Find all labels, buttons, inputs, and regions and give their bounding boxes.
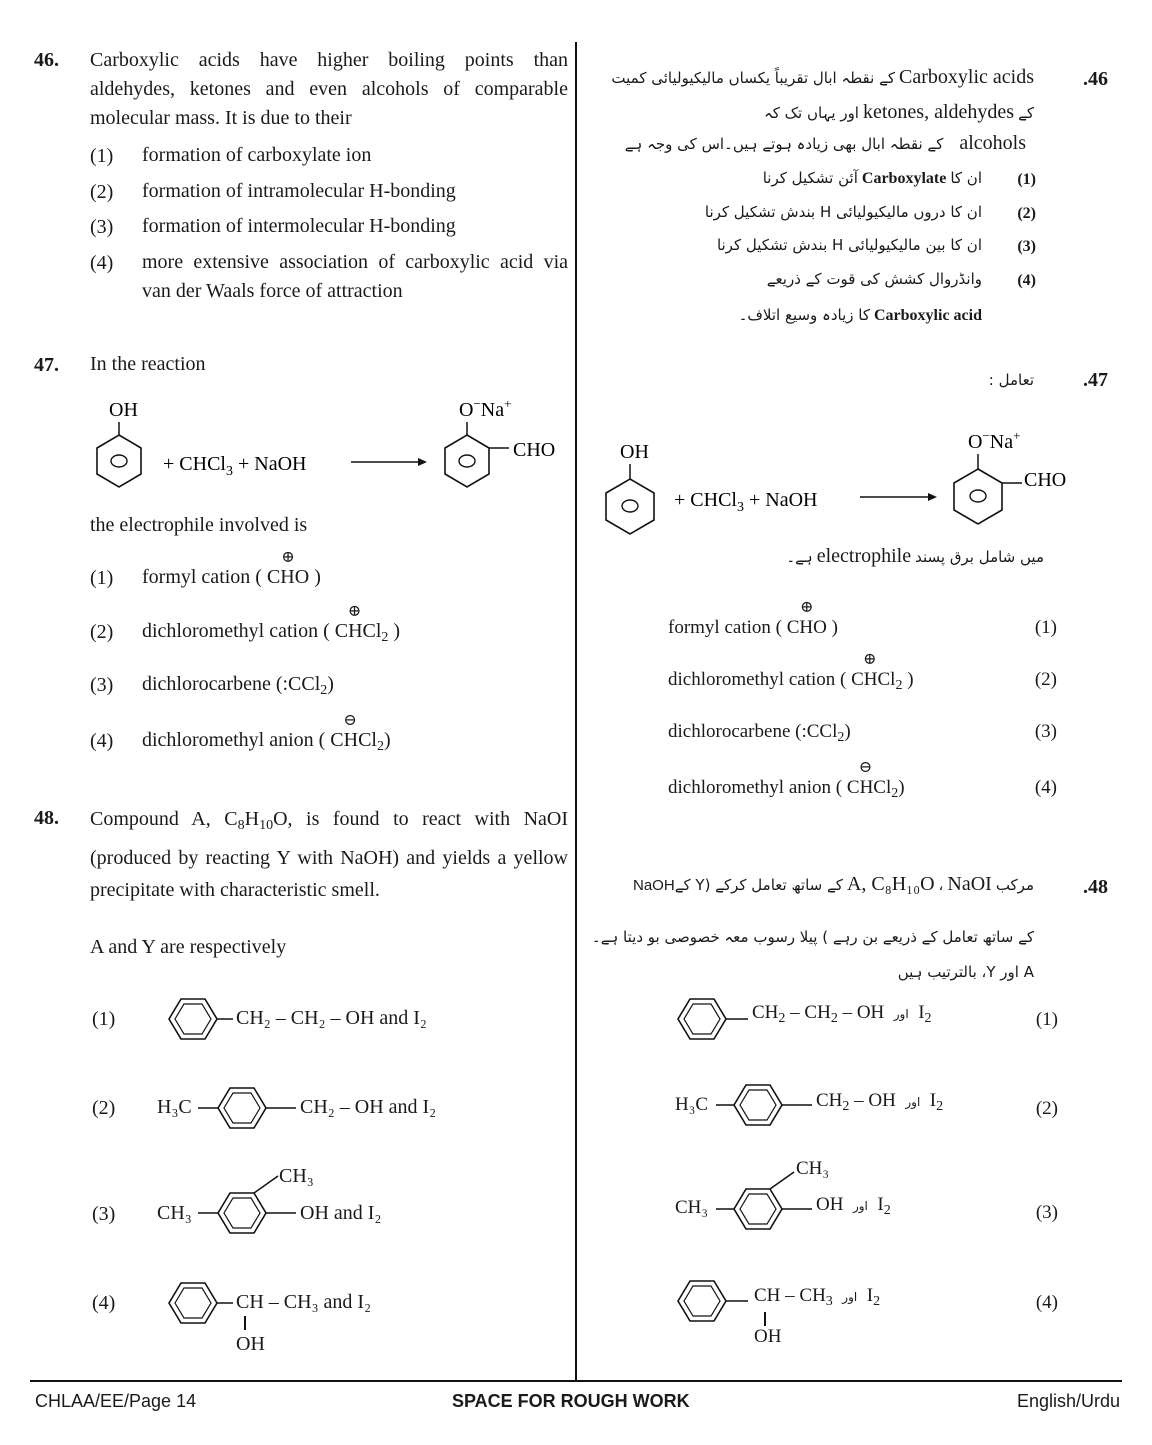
ur-q48-opt2-pre: H₃C	[675, 1094, 709, 1115]
ur-q47-opt1-num: (1)	[1034, 617, 1057, 638]
q48-number: 48.	[34, 807, 59, 829]
product-ona-label: O−Na+	[459, 396, 512, 421]
ur-q47-electrophile-line: میں شامل برق پسند electrophile ہے۔	[786, 545, 1044, 567]
ur-q48-opt3-pre: CH₃	[675, 1197, 709, 1218]
ur-q47-opt4-num: (4)	[1034, 777, 1057, 798]
q46-opt3-text: formation of intermolecular H-bonding	[142, 215, 456, 237]
reaction-arrow-head	[418, 458, 427, 466]
phenol-oh-label: OH	[109, 399, 138, 421]
q46-number: 46.	[34, 49, 59, 71]
ur-product-ona-label: O−Na+	[968, 428, 1021, 453]
ur-q48-opt4-below: OH	[754, 1326, 782, 1347]
q48-opt4-num: (4)	[92, 1292, 116, 1314]
q46-opt3-num: (3)	[90, 216, 114, 238]
q46-opt1-text: formation of carboxylate ion	[142, 144, 372, 166]
ur-q48-number: .48	[1083, 876, 1108, 898]
ur-q46-opt4-num: (4)	[1017, 272, 1036, 289]
q46-opt4-text: more extensive association of carboxylic acid via van der Waals force of attraction	[142, 251, 568, 302]
ur-q48-line3: A اور Y، بالترتیب ہیں	[897, 963, 1034, 981]
ur-q47-reaction-scheme	[596, 422, 1096, 542]
q48-opt1-num: (1)	[92, 1008, 116, 1030]
ur-reagents-label: + CHCl$_3$ + NaOH	[674, 489, 818, 515]
ur-q48-opt2-text: $CH_2$ – OH اور $I_2$	[816, 1090, 944, 1114]
footer-rule	[30, 1380, 1122, 1382]
ur-q47-opt3-text: dichlorocarbene (:CCl$_2$)	[668, 721, 851, 745]
ur-q48-opt3-num: (3)	[1035, 1202, 1058, 1223]
q47-reaction-scheme	[85, 390, 575, 505]
q48-stem: Compound A, $C_8H_{10}O$, is found to react with NaOI (produced by reacting Y with NaOH) and yields a yellow precipitate with characteristic smell.	[90, 808, 569, 901]
ur-q48-opt2-benzene	[716, 1082, 816, 1128]
q48-opt1-benzene	[155, 996, 235, 1042]
ur-phenol-oh-label: OH	[620, 441, 649, 463]
q47-opt2-num: (2)	[90, 621, 114, 643]
ur-q46-opt2-num: (2)	[1017, 205, 1036, 222]
q46-opt2-text: formation of intramolecular H-bonding	[142, 180, 456, 202]
ur-q46-opt1-text: ان کا Carboxylate آئن تشکیل کرنا	[762, 169, 982, 187]
q46-opt2-num: (2)	[90, 181, 114, 203]
q48-opt3-pre: CH₃	[157, 1202, 192, 1224]
q48-opt4-bond	[244, 1316, 246, 1330]
footer-page-id: CHLAA/EE/Page 14	[35, 1391, 197, 1411]
q48-opt2-benzene	[198, 1085, 298, 1131]
ur-q46-line3: alcohols کے نقطہ ابال بھی زیادہ ہوتے ہیں۔اس کی وجہ ہے	[624, 132, 1026, 154]
q47-number: 47.	[34, 354, 59, 376]
q47-opt3-num: (3)	[90, 674, 114, 696]
ur-q47-opt2-text: dichloromethyl cation ( ⊕ CHCl$_2$ )	[668, 651, 914, 693]
ur-q48-line2: کے ساتھ تعامل کے ذریعے بن رہے ) پیلا رسوب معہ خصوصی بو دیتا ہے۔	[591, 928, 1034, 946]
q48-opt3-benzene	[198, 1170, 298, 1242]
ur-q47-number: .47	[1083, 369, 1108, 391]
ur-q46-opt4-text: وانڈروال کشش کی قوت کے ذریعے	[766, 270, 982, 288]
q48-opt1-text: CH₂ – CH₂ – OH and I₂	[236, 1007, 427, 1029]
ur-q47-opt2-num: (2)	[1034, 669, 1057, 690]
ur-q46-number: .46	[1083, 68, 1108, 90]
q47-opt4-text: dichloromethyl anion ( ⊖ CHCl$_2$)	[142, 726, 391, 761]
ur-q48-opt4-bond	[764, 1312, 766, 1326]
q46-opt1-num: (1)	[90, 145, 114, 167]
ur-q46-opt2-text: ان کا دروں مالیکیولیائی H بندش تشکیل کرنا	[704, 203, 982, 221]
ur-q46-line1: Carboxylic acids کے نقطہ ابال تقریباً یکساں مالیکیولیائی کمیت	[611, 66, 1034, 88]
q48-opt3-top: CH₃	[279, 1165, 314, 1187]
q47-opt3-text: dichlorocarbene (:CCl$_2$)	[142, 673, 334, 698]
q47-opt4-num: (4)	[90, 730, 114, 752]
q47-opt1-num: (1)	[90, 567, 114, 589]
q47-electrophile-text: the electrophile involved is	[90, 514, 308, 536]
footer-rough-work: SPACE FOR ROUGH WORK	[452, 1391, 690, 1411]
ur-q46-opt1-num: (1)	[1017, 171, 1036, 188]
ur-product-cho-label: CHO	[1024, 469, 1067, 491]
q47-opt2-text: dichloromethyl cation ( ⊕ CHCl$_2$ )	[142, 617, 400, 652]
ur-q47-opt1-text: formyl cation ( ⊕ CHO )	[668, 599, 838, 638]
footer-language: English/Urdu	[1016, 1391, 1120, 1411]
ur-q47-opt3-num: (3)	[1034, 721, 1057, 742]
ur-q48-opt1-benzene	[672, 996, 752, 1042]
q46-opt4-num: (4)	[90, 252, 114, 274]
q48-opt3-text: OH and I₂	[300, 1202, 382, 1224]
product-cho-label: CHO	[513, 439, 556, 461]
product-ring-circle	[459, 455, 475, 467]
ur-q48-opt1-num: (1)	[1035, 1009, 1058, 1030]
q48-opt2-pre: H₃C	[157, 1096, 192, 1118]
q46-stem: Carboxylic acids have higher boiling points than aldehydes, ketones and even alcohols of comparable molecular mass. It is due to their	[90, 49, 568, 129]
q47-stem: In the reaction	[90, 353, 206, 375]
q48-opt4-benzene	[155, 1280, 235, 1326]
ur-q47-label: تعامل :	[988, 371, 1034, 389]
q48-stem2: A and Y are respectively	[90, 936, 287, 958]
ur-q48-opt3-text: OH اور $I_2$	[816, 1194, 891, 1218]
charge-minus: ⊖	[343, 712, 357, 729]
q47-opt1-text: formyl cation ( ⊕ CHO )	[142, 563, 321, 592]
ur-q48-opt1-text: $CH_2 - CH_2$ – OH اور $I_2$	[752, 1002, 932, 1026]
q48-opt2-num: (2)	[92, 1097, 116, 1119]
q48-opt2-text: CH₂ – OH and I₂	[300, 1096, 437, 1118]
ur-q46-opt3-text: ان کا بین مالیکیولیائی H بندش تشکیل کرنا	[716, 236, 982, 254]
ur-q46-opt3-num: (3)	[1017, 238, 1036, 255]
charge-plus: ⊕	[281, 549, 295, 566]
q48-opt4-below: OH	[236, 1333, 265, 1355]
ur-q46-opt4-line2: Carboxylic acid کا زیادہ وسیع اتلاف۔	[738, 306, 982, 324]
phenol-ring-circle	[111, 455, 127, 467]
ur-q48-opt4-text: CH – $CH_3$ اور $I_2$	[754, 1285, 881, 1309]
ur-q48-line1: مرکب A, C₈H₁₀O ، NaOI کے ساتھ تعامل کرکے (Y کےNaOH	[633, 873, 1034, 895]
ur-q48-opt3-benzene	[716, 1166, 816, 1238]
phenol-ring	[97, 435, 141, 487]
ur-q48-opt4-num: (4)	[1035, 1292, 1058, 1313]
charge-plus: ⊕	[347, 603, 362, 620]
q48-opt4-text: CH – CH₃ and I₂	[236, 1291, 372, 1313]
q48-opt3-num: (3)	[92, 1203, 116, 1225]
ur-q46-line2: کے ketones, aldehydes اور یہاں تک کہ	[763, 101, 1034, 123]
reagents-label: + CHCl$_3$ + NaOH	[163, 453, 307, 479]
ur-q47-opt4-text: dichloromethyl anion ( ⊖ CHCl$_2$)	[668, 759, 905, 801]
product-ring	[445, 435, 489, 487]
ur-q48-opt3-top: CH₃	[796, 1158, 830, 1179]
ur-q48-opt4-benzene	[672, 1278, 752, 1324]
ur-q48-opt2-num: (2)	[1035, 1098, 1058, 1119]
column-divider	[575, 42, 577, 1380]
